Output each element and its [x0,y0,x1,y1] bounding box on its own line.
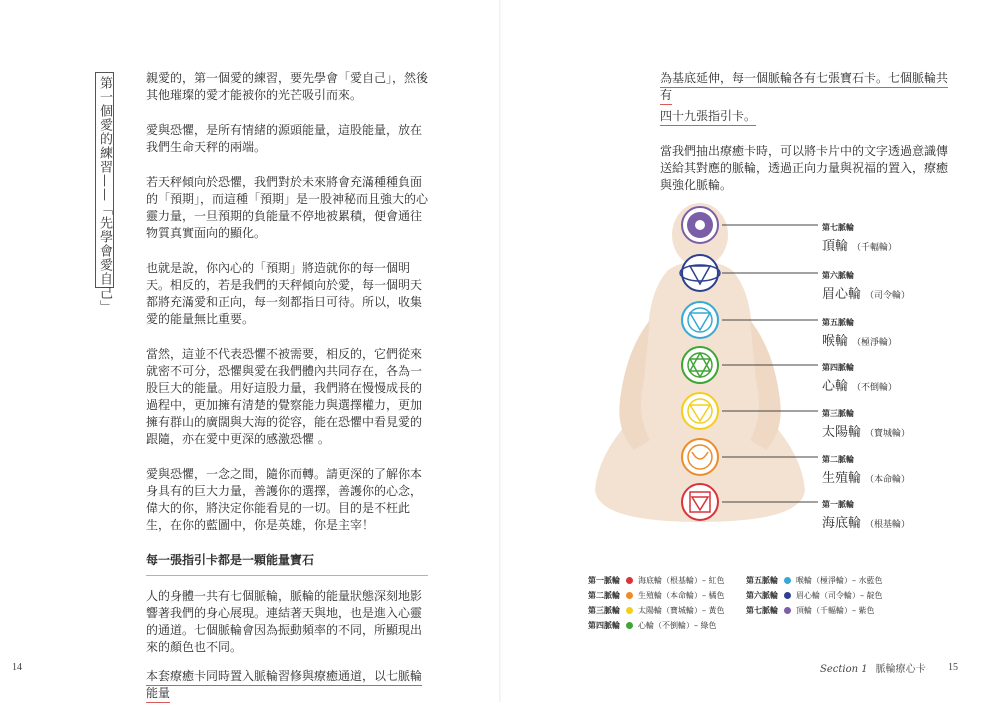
paragraph: 當我們抽出療癒卡時，可以將卡片中的文字透過意識傳送給其對應的脈輪，透過正向力量與祝福的置入，療癒與強化脈輪。 [660,144,949,192]
chakra-label-5: 第五脈輪 喉輪 （極淨輪） [822,318,898,349]
right-page-body [660,70,948,212]
chakra-label-7: 第七脈輪 頂輪 （千輻輪） [822,223,898,254]
chakra-label-6: 第六脈輪 眉心輪 （司令輪） [822,271,911,302]
heart-chakra-icon [682,347,718,383]
root-chakra-icon [682,484,718,520]
solar-plexus-chakra-icon [682,393,718,429]
crown-chakra-icon [682,207,718,243]
chakra-label-1: 第一脈輪 海底輪 （根基輪） [822,500,911,531]
legend-item: 第二脈輪 生殖輪（本命輪）– 橘色 [588,591,725,600]
chakra-label-4: 第四脈輪 心輪 （不倒輪） [822,363,898,394]
throat-chakra-icon [682,302,718,338]
underlined-text: 為基底延伸，每一個脈輪各有七張寶石卡。七個脈輪共有 [660,71,948,105]
sacral-chakra-icon [682,439,718,475]
legend-item: 第三脈輪 太陽輪（寶城輪）– 黃色 [588,606,725,615]
paragraph: 親愛的，第一個愛的練習，要先學會「愛自己」，然後其他璀璨的愛才能被你的光芒吸引而來。 [146,71,429,102]
yellow-dot-icon [626,607,633,614]
paragraph: 也就是說，你內心的「預期」將造就你的每一個明天。相反的，若是我們的天秤傾向於愛，每一個明天都將充滿愛和正向，每一刻都指日可待。所以，收集愛的能量無比重要。 [146,261,423,326]
orange-dot-icon [626,592,633,599]
underlined-text: 四十九張指引卡。 [660,109,756,126]
page-gutter [499,0,501,702]
legend-item: 第五脈輪 喉輪（極淨輪）– 水藍色 [746,576,883,585]
chakra-figure [590,200,940,530]
chakra-label-2: 第二脈輪 生殖輪 （本命輪） [822,455,911,486]
legend-item: 第七脈輪 頂輪（千輻輪）– 紫色 [746,606,875,615]
paragraph: 愛與恐懼，是所有情緒的源頭能量，這股能量，放在我們生命天秤的兩端。 [146,123,423,154]
chakra-label-3: 第三脈輪 太陽輪 （寶城輪） [822,409,911,440]
paragraph: 若天秤傾向於恐懼，我們對於未來將會充滿種種負面的「預期」，而這種「預期」是一股神秘而且強大的心靈力量，一旦預期的負能量不停地被累積，便會通往物質真實面向的顯化。 [146,175,429,240]
footer-section: Section 1 脈輪療心卡 [820,664,926,675]
legend-item: 第一脈輪 海底輪（根基輪）– 紅色 [588,576,725,585]
red-dot-icon [626,577,633,584]
legend-item: 第六脈輪 眉心輪（司令輪）– 靛色 [746,591,883,600]
indigo-dot-icon [784,592,791,599]
paragraph: 當然，這並不代表恐懼不被需要，相反的，它們從來就密不可分，恐懼與愛在我們體內共同存在，各為一股巨大的能量。用好這股力量，我們將在慢慢成長的過程中，更加擁有清楚的覺察能力與選擇權力，更加擁有群山的廣闊與大海的從容，能在恐懼中看見愛的跟隨，亦在愛中更深的感激恐懼 。 [146,347,423,446]
underlined-text: 本套療癒卡同時置入脈輪習修與療癒通道，以七脈輪能量 [146,669,422,703]
left-page-body [146,70,428,702]
page-number-right: 15 [948,662,958,673]
section-heading: 每一張指引卡都是一顆能量寶石 [146,552,428,576]
purple-dot-icon [784,607,791,614]
third-eye-chakra-icon [680,255,720,291]
legend-item: 第四脈輪 心輪（不倒輪）– 綠色 [588,621,717,630]
green-dot-icon [626,622,633,629]
paragraph: 愛與恐懼，一念之間，隨你而轉。請更深的了解你本身具有的巨大力量，善護你的選擇，善護你的心念，偉大的你，將決定你能看見的一切。目的是不枉此生，在你的藍圖中，你是英雄，你是主宰！ [146,467,423,532]
paragraph: 人的身體一共有七個脈輪，脈輪的能量狀態深刻地影響著我們的身心展現。連結著天與地，也是進入心靈的通道。七個脈輪會因為振動頻率的不同，所顯現出來的顏色也不同。 [146,589,423,654]
page-number-left: 14 [12,662,22,673]
chapter-label: 第一個愛的練習——「先學會愛自己」 [97,76,112,314]
light-blue-dot-icon [784,577,791,584]
